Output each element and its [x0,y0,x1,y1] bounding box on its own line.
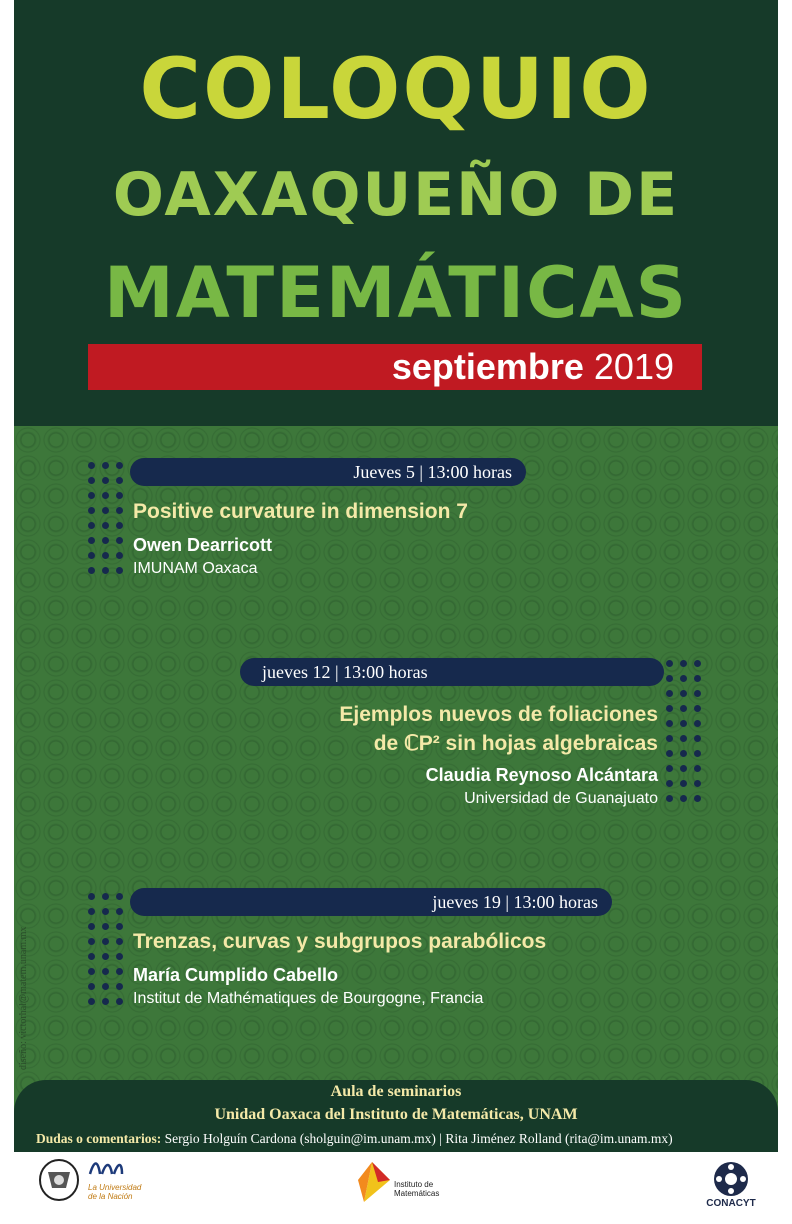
decorative-dot [102,492,109,499]
decorative-dot [102,983,109,990]
decorative-dot [680,765,687,772]
decorative-dot [694,795,701,802]
date-year: 2019 [593,346,674,387]
decorative-dot [102,923,109,930]
decorative-dot [88,998,95,1005]
dot-grid-1 [88,462,128,582]
dot-grid-3 [88,893,128,1013]
decorative-dot [694,660,701,667]
decorative-dot [666,735,673,742]
decorative-dot [116,492,123,499]
decorative-dot [116,477,123,484]
decorative-dot [102,462,109,469]
decorative-dot [88,477,95,484]
decorative-dot [666,765,673,772]
decorative-dot [666,720,673,727]
decorative-dot [88,462,95,469]
talk-1-speaker: Owen Dearricott [133,535,273,555]
decorative-dot [88,567,95,574]
decorative-dot [680,750,687,757]
decorative-dot [680,735,687,742]
decorative-dot [666,750,673,757]
talk-2-title-line-1: Ejemplos nuevos de foliaciones [339,703,658,726]
decorative-dot [88,507,95,514]
talk-1-title: Positive curvature in dimension 7 [133,500,468,523]
unam-seal-icon [38,1158,80,1207]
decorative-dot [102,893,109,900]
dot-grid-2 [666,660,706,810]
unam-logo [88,1158,148,1201]
decorative-dot [116,968,123,975]
talk-1-affiliation: IMUNAM Oaxaca [133,560,258,577]
date-bar [88,344,702,390]
decorative-dot [88,537,95,544]
decorative-dot [694,750,701,757]
decorative-dot [680,795,687,802]
talk-3-affiliation: Institut de Mathématiques de Bourgogne, Francia [133,990,484,1007]
decorative-dot [116,552,123,559]
date-text [392,346,674,388]
decorative-dot [116,938,123,945]
decorative-dot [666,660,673,667]
instituto-name: Instituto de Matemáticas [394,1180,440,1198]
talk-3-title: Trenzas, curvas y subgrupos parabólicos [133,930,547,953]
decorative-dot [116,462,123,469]
decorative-dot [694,780,701,787]
talk-1-datetime: Jueves 5 | 13:00 horas [130,458,526,486]
decorative-dot [694,675,701,682]
decorative-dot [116,953,123,960]
talk-2-title-line-2: de ℂP² sin hojas algebraicas [373,732,658,755]
decorative-dot [88,983,95,990]
title-line-3: MATEMÁTICAS [103,252,689,334]
talk-2-datetime: jueves 12 | 13:00 horas [240,658,664,686]
decorative-dot [102,953,109,960]
unam-tagline: La Universidad de la Nación [88,1183,142,1201]
talk-3-speaker: María Cumplido Cabello [133,965,339,985]
decorative-dot [88,492,95,499]
decorative-dot [680,720,687,727]
unam-wordmark-icon [88,1158,124,1178]
contact-label: Dudas o comentarios: [36,1131,162,1146]
decorative-dot [116,998,123,1005]
decorative-dot [88,908,95,915]
title-line-1: COLOQUIO [139,40,653,138]
decorative-dot [666,675,673,682]
contact-line [36,1131,673,1147]
conacyt-name: CONACYT [706,1198,756,1209]
decorative-dot [88,522,95,529]
decorative-dot [694,765,701,772]
decorative-dot [666,780,673,787]
decorative-dot [88,552,95,559]
decorative-dot [694,735,701,742]
decorative-dot [116,537,123,544]
decorative-dot [102,567,109,574]
decorative-dot [102,908,109,915]
decorative-dot [694,720,701,727]
body-background [14,426,778,1116]
decorative-dot [102,477,109,484]
decorative-dot [102,537,109,544]
talk-2-affiliation: Universidad de Guanajuato [464,790,658,807]
title-line-2: OAXAQUEÑO DE [112,160,680,230]
decorative-dot [694,690,701,697]
design-credit: diseño: victorhal@matem.unam.mx [18,926,29,1070]
decorative-dot [88,938,95,945]
venue-line-1: Aula de seminarios [330,1083,462,1100]
venue-line-2: Unidad Oaxaca del Instituto de Matemáticas, UNAM [214,1106,578,1123]
decorative-dot [88,923,95,930]
decorative-dot [102,522,109,529]
decorative-dot [102,552,109,559]
decorative-dot [116,522,123,529]
decorative-dot [694,705,701,712]
decorative-dot [88,953,95,960]
decorative-dot [116,923,123,930]
decorative-dot [116,893,123,900]
instituto-triangle-icon [354,1158,394,1208]
decorative-dot [680,780,687,787]
decorative-dot [116,908,123,915]
decorative-dot [680,705,687,712]
decorative-dot [680,675,687,682]
decorative-dot [102,998,109,1005]
decorative-dot [116,567,123,574]
decorative-dot [680,660,687,667]
contact-text: Sergio Holguín Cardona (sholguin@im.unam.mx) | Rita Jiménez Rolland (rita@im.unam.mx) [164,1131,673,1146]
decorative-dot [666,705,673,712]
conacyt-logo [700,1160,762,1209]
talk-3-datetime: jueves 19 | 13:00 horas [130,888,612,916]
decorative-dot [102,507,109,514]
decorative-dot [88,893,95,900]
decorative-dot [666,795,673,802]
date-month: septiembre [391,346,584,387]
decorative-dot [680,690,687,697]
conacyt-emblem-icon [711,1160,751,1198]
decorative-dot [116,983,123,990]
decorative-dot [102,968,109,975]
decorative-dot [102,938,109,945]
talk-2-speaker: Claudia Reynoso Alcántara [425,765,658,785]
decorative-dot [88,968,95,975]
decorative-dot [116,507,123,514]
decorative-dot [666,690,673,697]
